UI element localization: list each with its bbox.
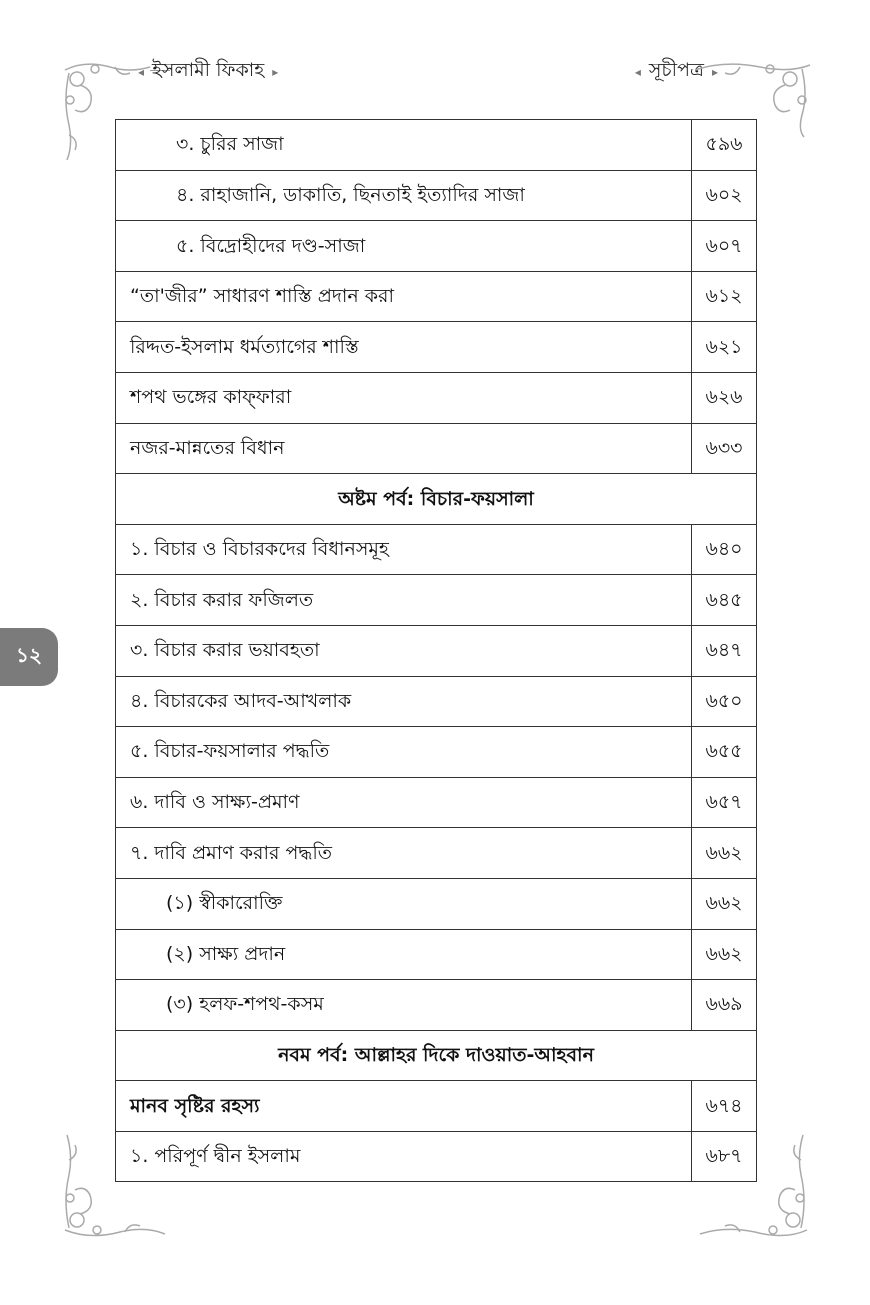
toc-entry-page-number: ৬৫৭ [692, 777, 757, 828]
toc-entry-title: শপথ ভঙ্গের কাফ্ফারা [116, 372, 692, 423]
toc-entry-title: নজর-মান্নতের বিধান [116, 423, 692, 474]
page-number-tab [0, 628, 58, 686]
toc-row [116, 423, 757, 474]
toc-row [116, 322, 757, 373]
toc-entry-page-number: ৬৪০ [692, 524, 757, 575]
toc-entry-page-number: ৬৫০ [692, 676, 757, 727]
page-number: ১২ [16, 642, 42, 667]
toc-entry-page-number: ৬২৬ [692, 372, 757, 423]
toc-row [116, 676, 757, 727]
toc-row [116, 727, 757, 778]
toc-entry-title: “তা'জীর” সাধারণ শাস্তি প্রদান করা [116, 271, 692, 322]
toc-row [116, 777, 757, 828]
toc-entry-page-number: ৬৪৭ [692, 625, 757, 676]
toc-entry-title: রিদ্দত-ইসলাম ধর্মত্যাগের শাস্তি [116, 322, 692, 373]
toc-entry-page-number: ৬৬২ [692, 878, 757, 929]
toc-section-title: নবম পর্ব: আল্লাহর দিকে দাওয়াত-আহবান [116, 1030, 757, 1081]
toc-entry-page-number: ৬৫৫ [692, 727, 757, 778]
book-title: ইসলামী ফিকাহ [152, 59, 265, 81]
toc-row [116, 1131, 757, 1182]
toc-row [116, 980, 757, 1031]
toc-entry-page-number: ৫৯৬ [692, 120, 757, 171]
toc-entry-page-number: ৬৪৫ [692, 575, 757, 626]
toc-section-row [116, 474, 757, 525]
toc-entry-title: ৬. দাবি ও সাক্ষ্য-প্রমাণ [116, 777, 692, 828]
toc-row [116, 878, 757, 929]
toc-entry-page-number: ৬৬৯ [692, 980, 757, 1031]
toc-entry-title: ৫. বিদ্রোহীদের দণ্ড-সাজা [116, 221, 692, 272]
toc-row [116, 625, 757, 676]
toc-section-row [116, 1030, 757, 1081]
toc-row [116, 524, 757, 575]
toc-row [116, 828, 757, 879]
toc-entry-title: ৩. বিচার করার ভয়াবহতা [116, 625, 692, 676]
toc-entry-title: (২) সাক্ষ্য প্রদান [116, 929, 692, 980]
toc-row [116, 221, 757, 272]
header-mark-icon: ◂ [634, 65, 641, 79]
toc-entry-title: ৪. বিচারকের আদব-আখলাক [116, 676, 692, 727]
toc-entry-title: ৩. চুরির সাজা [116, 120, 692, 171]
toc-row [116, 929, 757, 980]
toc-entry-page-number: ৬৭৪ [692, 1081, 757, 1132]
toc-row [116, 575, 757, 626]
header-mark-icon: ▸ [711, 65, 718, 79]
toc-entry-page-number: ৬০৭ [692, 221, 757, 272]
toc-entry-title: ৭. দাবি প্রমাণ করার পদ্ধতি [116, 828, 692, 879]
toc-entry-title: ৫. বিচার-ফয়সালার পদ্ধতি [116, 727, 692, 778]
toc-entry-title: ১. পরিপূর্ণ দ্বীন ইসলাম [116, 1131, 692, 1182]
toc-table [115, 119, 757, 1182]
toc-section-title: অষ্টম পর্ব: বিচার-ফয়সালা [116, 474, 757, 525]
toc-entry-page-number: ৬২১ [692, 322, 757, 373]
toc-row [116, 372, 757, 423]
toc-row [116, 120, 757, 171]
toc-entry-title: ২. বিচার করার ফজিলত [116, 575, 692, 626]
toc-entry-title: মানব সৃষ্টির রহস্য [116, 1081, 692, 1132]
toc-entry-page-number: ৬৬২ [692, 929, 757, 980]
toc-entry-page-number: ৬০২ [692, 170, 757, 221]
toc-entry-title: (৩) হলফ-শপথ-কসম [116, 980, 692, 1031]
header-mark-icon: ◂ [138, 65, 145, 79]
toc-entry-page-number: ৬১২ [692, 271, 757, 322]
toc-entry-title: ১. বিচার ও বিচারকদের বিধানসমূহ [116, 524, 692, 575]
toc-row [116, 271, 757, 322]
toc-entry-page-number: ৬৬২ [692, 828, 757, 879]
toc-entry-page-number: ৬৮৭ [692, 1131, 757, 1182]
toc-entry-title: (১) স্বীকারোক্তি [116, 878, 692, 929]
header-mark-icon: ▸ [272, 65, 279, 79]
section-title: সূচীপত্র [648, 59, 704, 81]
toc-entry-title: ৪. রাহাজানি, ডাকাতি, ছিনতাই ইত্যাদির সাজা [116, 170, 692, 221]
toc-row [116, 170, 757, 221]
toc-row [116, 1081, 757, 1132]
running-header-left [138, 56, 278, 88]
toc-entry-page-number: ৬৩৩ [692, 423, 757, 474]
